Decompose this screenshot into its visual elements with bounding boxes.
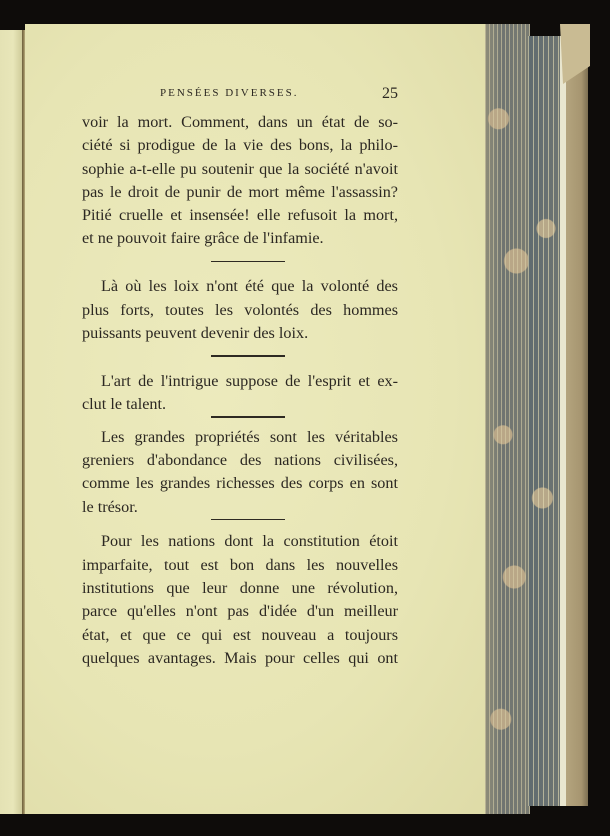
text-line: voir la mort. Comment, dans un état de so- <box>82 113 398 131</box>
text-line: puissants peuvent devenir des loix. <box>82 323 309 342</box>
text-line: pas le droit de punir de mort même l'assassin? <box>82 182 398 201</box>
text-line: L'art de l'intrigue suppose de l'esprit et ex- <box>101 371 398 390</box>
section-rule <box>211 416 285 418</box>
paragraph <box>82 370 398 417</box>
text-line: imparfaite, tout est bon dans les nouvelles <box>82 555 398 574</box>
left-facing-page <box>0 30 22 814</box>
marbled-fore-edge <box>485 24 530 814</box>
paragraph <box>82 275 398 345</box>
text-line: Pour les nations dont la constitution étoit <box>101 532 398 551</box>
text-line: quelques avantages. Mais pour celles qui ont <box>82 648 398 667</box>
text-line: et ne pouvoit faire grâce de l'infamie. <box>82 229 324 248</box>
text-line: ciété si prodigue de la vie des bons, la philo- <box>82 136 398 155</box>
text-line: parce qu'elles n'ont pas d'idée d'un meilleur <box>82 602 398 621</box>
section-rule <box>211 261 285 263</box>
running-head <box>82 85 398 111</box>
text-line: sophie a-t-elle pu soutenir que la société n'avoit <box>82 159 398 178</box>
section-rule <box>211 519 285 521</box>
text-line: clut le talent. <box>82 394 167 413</box>
book-cover <box>566 28 588 806</box>
page-number: 25 <box>382 85 398 102</box>
paragraph <box>82 426 398 519</box>
section-rule <box>211 355 285 357</box>
text-line: Les grandes propriétés sont les véritables <box>101 427 398 446</box>
text-line: Pitié cruelle et insensée! elle refusoit la mort, <box>82 206 398 225</box>
paragraph <box>82 111 398 251</box>
text-line: le trésor. <box>82 497 138 516</box>
text-line: comme les grandes richesses des corps en sont <box>82 474 398 493</box>
text-line: institutions que leur donne une révolution, <box>82 579 398 598</box>
text-line: état, et que ce qui est nouveau a toujours <box>82 625 398 644</box>
text-line: greniers d'abondance des nations civilisées, <box>82 451 398 470</box>
text-line: Là où les loix n'ont été que la volonté des <box>101 277 398 296</box>
running-head-title: PENSÉES DIVERSES. <box>160 87 299 99</box>
page-text <box>82 85 398 670</box>
paragraph <box>82 530 398 670</box>
text-line: plus forts, toutes les volontés des hommes <box>82 300 398 319</box>
marbled-edge-strip <box>528 36 564 806</box>
